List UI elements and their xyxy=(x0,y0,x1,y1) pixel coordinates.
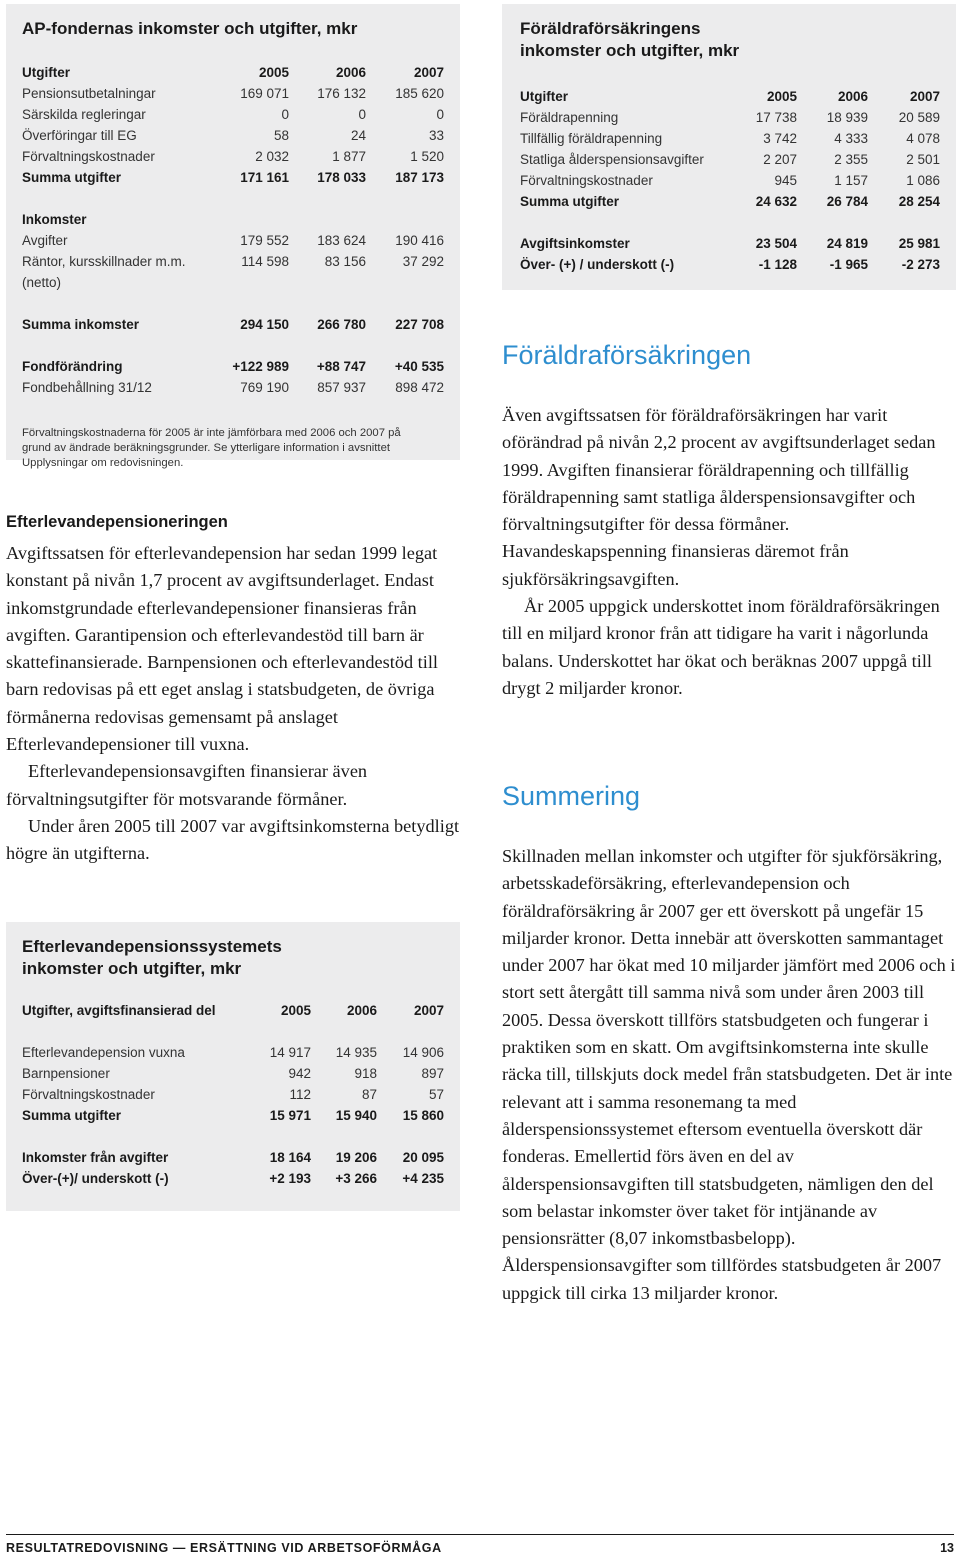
survivor-paragraph-3: Under åren 2005 till 2007 var avgiftsinkomsterna betydligt högre än utgifterna. xyxy=(6,815,460,864)
survivor-section-heading: Efterlevandepensioneringen xyxy=(6,513,228,531)
parental-section-body xyxy=(502,402,956,702)
table-total-row: Summa utgifter 171 161 178 033 187 173 xyxy=(22,170,444,185)
table-total-row: Summa inkomster 294 150 266 780 227 708 xyxy=(22,317,444,332)
parental-insurance-table-box xyxy=(502,4,956,290)
fund-holding-row: Fondbehållning 31/12 769 190 857 937 898 472 xyxy=(22,380,444,395)
table-row: Förvaltningskostnader 2 032 1 877 1 520 xyxy=(22,149,444,164)
footer-section-title: RESULTATREDOVISNING — ERSÄTTNING VID ARBETSOFÖRMÅGA xyxy=(6,1541,442,1555)
table-row: Statliga ålderspensionsavgifter 2 207 2 355 2 501 xyxy=(520,152,940,167)
table-header-row: Utgifter 2005 2006 2007 xyxy=(520,89,940,104)
balance-row: Över-(+)/ underskott (-) +2 193 +3 266 +4 235 xyxy=(22,1171,444,1186)
balance-row: Över- (+) / underskott (-) -1 128 -1 965 -2 273 xyxy=(520,257,940,272)
parental-section-heading: Föräldraförsäkringen xyxy=(502,340,752,370)
table-total-row: Summa utgifter 24 632 26 784 28 254 xyxy=(520,194,940,209)
parental-paragraph-1: Även avgiftssatsen för föräldraförsäkringen har varit oförändrad på nivån 2,2 procent av avgiftsunderlaget sedan 1999. Avgiften finansierar föräldrapenning och tillfällig föräldrapenning samt statliga ålderspensionsavgifter och förvaltningsutgifter för dessa förmåner. Havandeskapspenning finansieras däremot från sjukförsäkringsavgiften. xyxy=(502,405,936,589)
table-row: Avgifter 179 552 183 624 190 416 xyxy=(22,233,444,248)
ap-funds-table xyxy=(22,62,444,398)
ap-funds-table-title: AP-fondernas inkomster och utgifter, mkr xyxy=(22,19,358,38)
parental-insurance-table xyxy=(520,86,940,275)
page-number: 13 xyxy=(940,1541,954,1555)
table-row: Barnpensioner 942 918 897 xyxy=(22,1066,444,1081)
fund-change-row: Fondförändring +122 989 +88 747 +40 535 xyxy=(22,359,444,374)
survivor-pension-table-title: Efterlevandepensionssystemets inkomster och utgifter, mkr xyxy=(22,937,282,978)
parental-paragraph-2: År 2005 uppgick underskottet inom föräldraförsäkringen till en miljard kronor från att tidigare ha varit i någorlunda balans. Underskottet har ökat och beräknas 2007 uppgå till drygt 2 miljarder kronor. xyxy=(502,596,940,698)
table-row: Överföringar till EG 58 24 33 xyxy=(22,128,444,143)
ap-funds-table-note: Förvaltningskostnaderna för 2005 är inte jämförbara med 2006 och 2007 på grund av ändrade beräkningsgrunder. Se ytterligare information i avsnittet Upplysningar om redovisningen. xyxy=(22,427,401,469)
survivor-paragraph-2: Efterlevandepensionsavgiften finansierar även förvaltningsutgifter för motsvarande förmåner. xyxy=(6,761,368,809)
income-row: Inkomster från avgifter 18 164 19 206 20 095 xyxy=(22,1150,444,1165)
table-row: Särskilda regleringar 0 0 0 xyxy=(22,107,444,122)
table-row: Förvaltningskostnader 945 1 157 1 086 xyxy=(520,173,940,188)
income-heading-row: Inkomster xyxy=(22,212,87,227)
survivor-paragraph-1: Avgiftssatsen för efterlevandepension har sedan 1999 legat konstant på nivån 1,7 procent av avgiftsunderlaget. Endast inkomstgrundade efterlevandepensioner finansieras från avgiften. Garantipension och efterlevandestöd till barn är skattefinansierade. Barnpensionen och efterlevandestöd till barn redovisas på ett eget anslag i statsbudgeten, de övriga förmånerna redovisas gemensamt på anslaget Efterlevandepensioner till vuxna. xyxy=(6,543,438,755)
summary-paragraph-1: Skillnaden mellan inkomster och utgifter för sjukförsäkring, arbetsskadeförsäkring, efterlevandepension och föräldraförsäkring år 2007 ger ett överskott på ungefär 15 miljarder kronor. Detta innebär att överskotten sammantaget under 2007 har ökat med 10 miljarder jämfört med 2006 och i stort sett återgått till samma nivå som under åren 2003 till 2005. Dessa överskott tillförs statsbudgeten och fungerar i praktiken som en skatt. Om avgiftsinkomsterna inte skulle räcka till, tillskjuts dock medel från statsbudgeten. Det är inte relevant att i samma resonemang ta med ålderspensionssystemet eftersom eventuella överskott där fonderas. Emellertid förs även en del av ålderspensionsavgiften till statsbudgeten, nämligen den del som belastar inkomster över taket för intjänande av pensionsrätter (8,07 inkomstbasbelopp). Ålderspensionsavgifter som tillfördes statsbudgeten år 2007 uppgick till cirka 13 miljarder kronor. xyxy=(502,846,956,1303)
table-header-row: Utgifter 2005 2006 2007 xyxy=(22,65,444,80)
table-row: Förvaltningskostnader 112 87 57 xyxy=(22,1087,444,1102)
income-row: Avgiftsinkomster 23 504 24 819 25 981 xyxy=(520,236,940,251)
table-header-row: Utgifter, avgiftsfinansierad del 2005 2006 2007 xyxy=(22,1003,444,1018)
ap-funds-table-box xyxy=(6,4,460,469)
table-row-continuation: (netto) xyxy=(22,275,62,290)
table-row: Räntor, kursskillnader m.m. 114 598 83 156 37 292 xyxy=(22,254,444,269)
table-row: Pensionsutbetalningar 169 071 176 132 185 620 xyxy=(22,86,444,101)
footer-divider xyxy=(6,1534,954,1535)
survivor-section-body xyxy=(6,540,464,868)
table-row: Tillfällig föräldrapenning 3 742 4 333 4 078 xyxy=(520,131,940,146)
survivor-pension-table xyxy=(22,1000,444,1189)
table-row: Efterlevandepension vuxna 14 917 14 935 14 906 xyxy=(22,1045,444,1060)
table-total-row: Summa utgifter 15 971 15 940 15 860 xyxy=(22,1108,444,1123)
table-row: Föräldrapenning 17 738 18 939 20 589 xyxy=(520,110,940,125)
parental-insurance-table-title: Föräldraförsäkringens inkomster och utgifter, mkr xyxy=(520,19,740,60)
survivor-pension-table-box xyxy=(6,922,460,1211)
summary-section-body xyxy=(502,843,956,1307)
summary-section-heading: Summering xyxy=(502,781,641,811)
